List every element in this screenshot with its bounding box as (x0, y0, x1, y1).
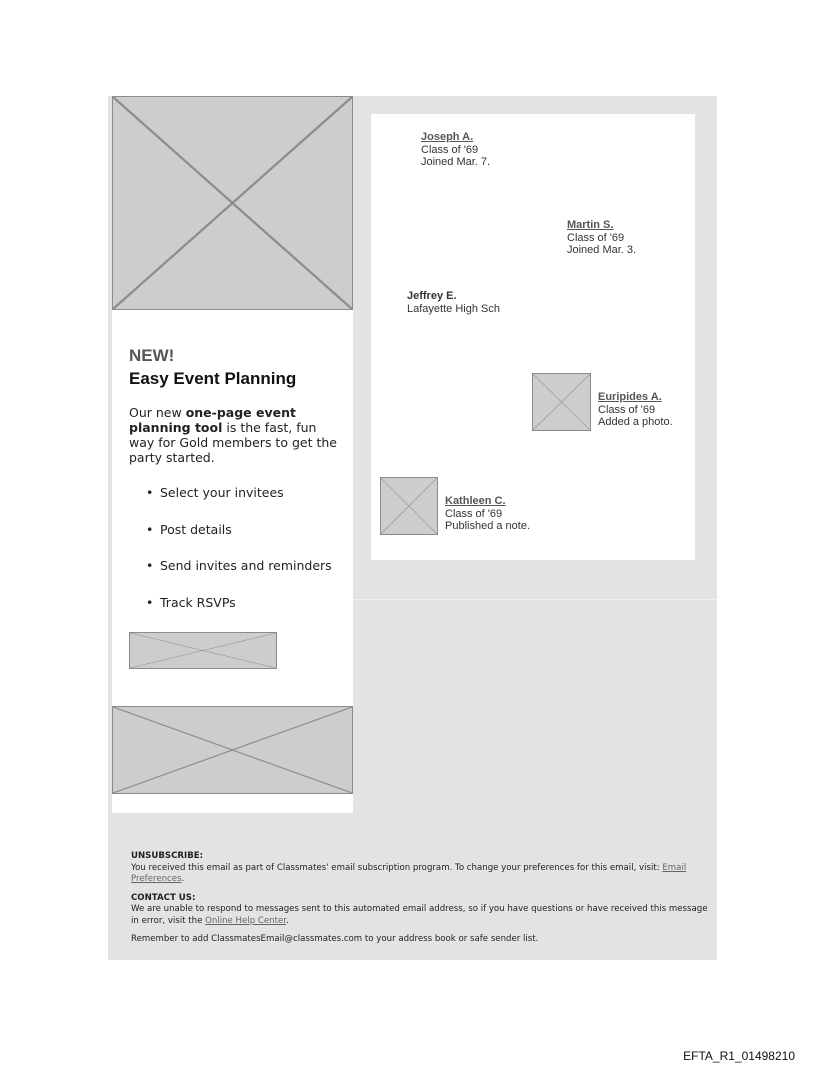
contact-text: We are unable to respond to messages sent to this automated email address, so if you have questions or have received this message in error, visit the (131, 904, 708, 926)
member-photo-euripides[interactable] (532, 373, 591, 431)
list-item: • Post details (146, 521, 232, 537)
promo-new-label: NEW! (129, 346, 175, 365)
contact-section: CONTACT US: We are unable to respond to messages sent to this automated email address, so if you have questions or have received this message in error, visit the Online Help Center. (131, 893, 711, 928)
member-name: Jeffrey E. (407, 290, 457, 302)
member-class: Class of '69 (567, 231, 625, 244)
member-martin (567, 219, 636, 257)
unsubscribe-heading: UNSUBSCRIBE: (131, 851, 204, 861)
contact-heading: CONTACT US: (131, 892, 196, 903)
email-preferences-link[interactable]: Email Preferences (131, 862, 687, 884)
member-name-link[interactable]: Euripides A. (598, 391, 662, 403)
member-euripides (598, 391, 673, 429)
member-class: Class of '69 (598, 403, 656, 416)
broken-image-icon (113, 707, 352, 793)
broken-image-icon (130, 633, 276, 668)
member-name-link[interactable]: Joseph A. (421, 131, 474, 143)
safe-sender-reminder: Remember to add ClassmatesEmail@classmates.com to your address book or safe sender list. (131, 934, 539, 944)
member-photo-kathleen[interactable] (380, 477, 438, 535)
list-item: • Select your invitees (146, 485, 284, 500)
broken-image-icon (381, 478, 437, 534)
member-class: Class of '69 (445, 507, 503, 520)
member-activity: Published a note. (445, 520, 531, 532)
member-name-link[interactable]: Martin S. (567, 219, 614, 231)
member-joseph (421, 131, 490, 169)
member-jeffrey (407, 290, 500, 315)
promo-title: Easy Event Planning (129, 369, 297, 388)
hero-image-placeholder[interactable] (112, 96, 353, 310)
online-help-center-link[interactable]: Online Help Center (205, 915, 287, 926)
email-footer (131, 851, 711, 953)
member-activity: Added a photo. (598, 416, 673, 428)
member-school: Lafayette High Sch (407, 302, 500, 315)
member-kathleen (445, 495, 530, 533)
member-name-link[interactable]: Kathleen C. (445, 495, 506, 507)
list-item: • Track RSVPs (146, 594, 236, 610)
promo-description: Our new one-page event planning tool is the fast, fun way for Gold members to get the party started. (129, 405, 337, 465)
feature-list (146, 485, 332, 631)
unsubscribe-text: You received this email as part of Classmates' email subscription program. To change your preferences for this email, visit: (131, 862, 663, 873)
document-id: EFTA_R1_01498210 (683, 1049, 795, 1063)
broken-image-icon (533, 374, 590, 430)
section-divider (353, 599, 717, 600)
member-activity: Joined Mar. 7. (421, 156, 491, 168)
broken-image-icon (113, 97, 352, 309)
banner-image-placeholder[interactable] (112, 706, 353, 794)
cta-button-image-placeholder[interactable] (129, 632, 277, 669)
unsubscribe-section: UNSUBSCRIBE: You received this email as part of Classmates' email subscription program. To change your preferences for this email, visit: Email Preferences. (131, 851, 711, 886)
member-activity: Joined Mar. 3. (567, 244, 637, 256)
list-item: • Send invites and reminders (146, 558, 332, 573)
member-class: Class of '69 (421, 143, 479, 156)
